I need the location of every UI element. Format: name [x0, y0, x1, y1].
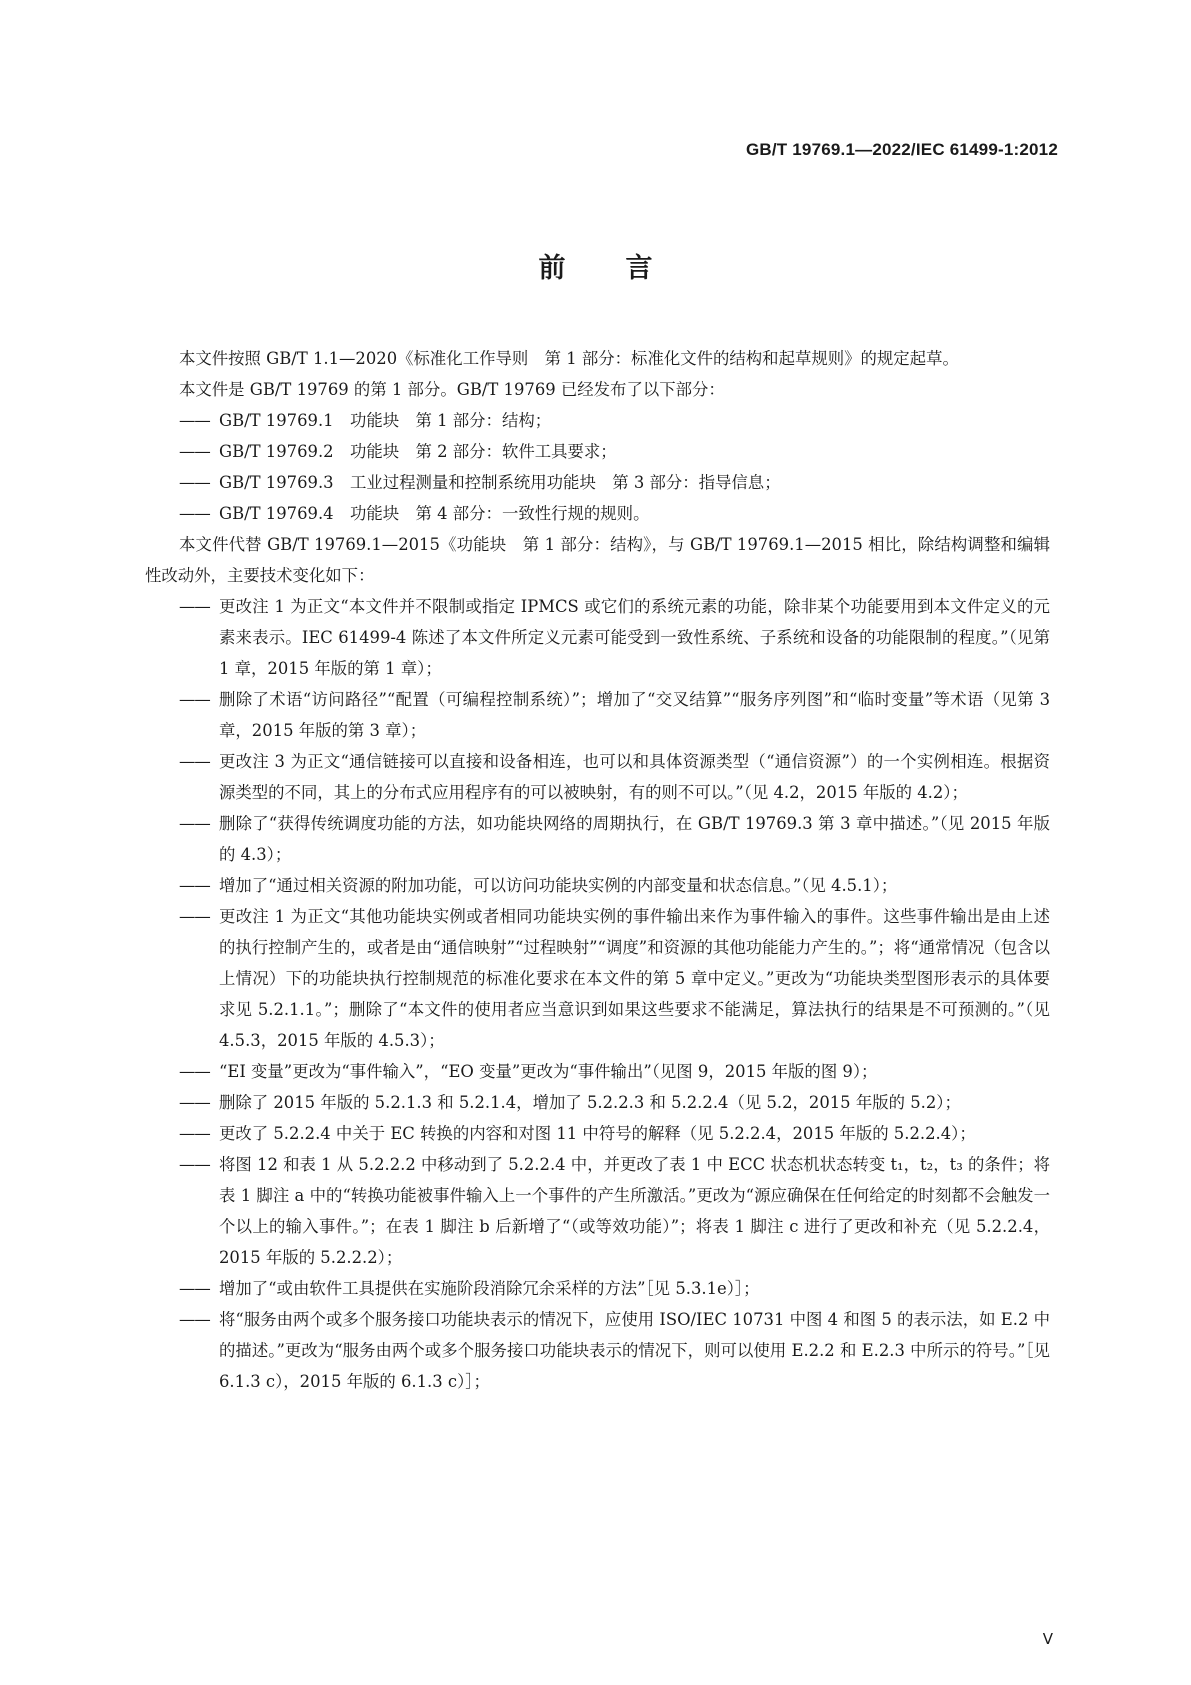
dash-marker: —— — [179, 690, 210, 709]
list-item-text: 删除了术语“访问路径”“配置（可编程控制系统）”；增加了“交叉结算”“服务序列图”和“临时变量”等术语（见第 3 章，2015 年版的第 3 章）； — [219, 690, 1050, 740]
list-item-text: 更改注 1 为正文“其他功能块实例或者相同功能块实例的事件输出来作为事件输入的事件。这些事件输出是由上述的执行控制产生的，或者是由“通信映射”“过程映射”“调度”和资源的其他功能能力产生的。”；将“通常情况（包含以上情况）下的功能块执行控制规范的标准化要求在本文件的第 5 章中定义。”更改为“功能块类型图形表示的具体要求见 5.2.1.1。”；删除了“本文件的使用者应当意识到如果这些要求不能满足，算法执行的结果是不可预测的。”（见 4.5.3，2015 年版的 4.5.3）； — [219, 907, 1050, 1050]
parts-list-item — [145, 498, 1050, 529]
dash-marker: —— — [179, 752, 210, 771]
dash-marker: —— — [179, 597, 210, 616]
dash-marker: —— — [179, 876, 210, 895]
document-code-header: GB/T 19769.1—2022/IEC 61499-1:2012 — [745, 140, 1058, 159]
change-list-item — [145, 1304, 1050, 1397]
dash-marker: —— — [179, 1124, 210, 1143]
dash-marker: —— — [179, 907, 210, 926]
change-list-item — [145, 746, 1050, 808]
page-number: Ⅴ — [1042, 1632, 1053, 1648]
foreword-body — [145, 343, 1050, 1397]
dash-marker: —— — [179, 473, 210, 492]
list-item-text: 增加了“通过相关资源的附加功能，可以访问功能块实例的内部变量和状态信息。”（见 4.5.1）； — [219, 876, 898, 895]
change-list-item — [145, 1273, 1050, 1304]
parts-list-item — [145, 436, 1050, 467]
dash-marker: —— — [179, 442, 210, 461]
list-item-text: GB/T 19769.1 功能块 第 1 部分：结构； — [219, 411, 552, 430]
change-list-item — [145, 1056, 1050, 1087]
list-item-text: 将“服务由两个或多个服务接口功能块表示的情况下，应使用 ISO/IEC 10731 中图 4 和图 5 的表示法，如 E.2 中的描述。”更改为“服务由两个或多个服务接口功能块表示的情况下，则可以使用 E.2.2 和 E.2.3 中所示的符号。”［见 6.1.3 c），2015 年版的 6.1.3 c）］； — [219, 1310, 1050, 1391]
list-item-text: 删除了“获得传统调度功能的方法，如功能块网络的周期执行，在 GB/T 19769.3 第 3 章中描述。”（见 2015 年版的 4.3）； — [219, 814, 1050, 864]
list-item-text: GB/T 19769.4 功能块 第 4 部分：一致性行规的规则。 — [219, 504, 650, 523]
page-title: 前言 — [538, 253, 713, 284]
list-item-text: “EI 变量”更改为“事件输入”，“EO 变量”更改为“事件输出”（见图 9，2015 年版的图 9）； — [219, 1062, 878, 1081]
dash-marker: —— — [179, 411, 210, 430]
replacement-paragraph: 本文件代替 GB/T 19769.1—2015《功能块 第 1 部分：结构》，与 GB/T 19769.1—2015 相比，除结构调整和编辑性改动外，主要技术变化如下： — [145, 535, 1050, 585]
dash-marker: —— — [179, 1310, 210, 1329]
dash-marker: —— — [179, 1062, 210, 1081]
parts-list-item — [145, 467, 1050, 498]
change-list-item — [145, 1149, 1050, 1273]
list-item-text: 将图 12 和表 1 从 5.2.2.2 中移动到了 5.2.2.4 中，并更改了表 1 中 ECC 状态机状态转变 t₁，t₂，t₃ 的条件；将表 1 脚注 a 中的“转换功能被事件输入上一个事件的产生所激活。”更改为“源应确保在任何给定的时刻都不会触发一个以上的输入事件。”；在表 1 脚注 b 后新增了“（或等效功能）”；将表 1 脚注 c 进行了更改和补充（见 5.2.2.4，2015 年版的 5.2.2.2）； — [219, 1155, 1050, 1267]
dash-marker: —— — [179, 1279, 210, 1298]
change-list-item — [145, 684, 1050, 746]
intro-paragraph: 本文件按照 GB/T 1.1—2020《标准化工作导则 第 1 部分：标准化文件的结构和起草规则》的规定起草。 — [179, 349, 959, 368]
intro-paragraph: 本文件是 GB/T 19769 的第 1 部分。GB/T 19769 已经发布了以下部分： — [179, 380, 725, 399]
change-list-item — [145, 591, 1050, 684]
change-list-item — [145, 808, 1050, 870]
change-list-item — [145, 870, 1050, 901]
list-item-text: GB/T 19769.3 工业过程测量和控制系统用功能块 第 3 部分：指导信息； — [219, 473, 781, 492]
change-list-item — [145, 1087, 1050, 1118]
change-list-item — [145, 1118, 1050, 1149]
dash-marker: —— — [179, 814, 210, 833]
list-item-text: 删除了 2015 年版的 5.2.1.3 和 5.2.1.4，增加了 5.2.2.3 和 5.2.2.4（见 5.2，2015 年版的 5.2）； — [219, 1093, 961, 1112]
list-item-text: 更改注 3 为正文“通信链接可以直接和设备相连，也可以和具体资源类型（“通信资源”）的一个实例相连。根据资源类型的不同，其上的分布式应用程序有的可以被映射，有的则不可以。”（见 4.2，2015 年版的 4.2）； — [219, 752, 1050, 802]
list-item-text: 更改了 5.2.2.4 中关于 EC 转换的内容和对图 11 中符号的解释（见 5.2.2.4，2015 年版的 5.2.2.4）； — [219, 1124, 976, 1143]
list-item-text: 增加了“或由软件工具提供在实施阶段消除冗余采样的方法”［见 5.3.1e）］； — [219, 1279, 760, 1298]
dash-marker: —— — [179, 1093, 210, 1112]
parts-list-item — [145, 405, 1050, 436]
dash-marker: —— — [179, 1155, 210, 1174]
list-item-text: GB/T 19769.2 功能块 第 2 部分：软件工具要求； — [219, 442, 617, 461]
list-item-text: 更改注 1 为正文“本文件并不限制或指定 IPMCS 或它们的系统元素的功能，除非某个功能要用到本文件定义的元素来表示。IEC 61499-4 陈述了本文件所定义元素可能受到一致性系统、子系统和设备的功能限制的程度。”（见第 1 章，2015 年版的第 1 章）； — [219, 597, 1050, 678]
dash-marker: —— — [179, 504, 210, 523]
change-list-item — [145, 901, 1050, 1056]
